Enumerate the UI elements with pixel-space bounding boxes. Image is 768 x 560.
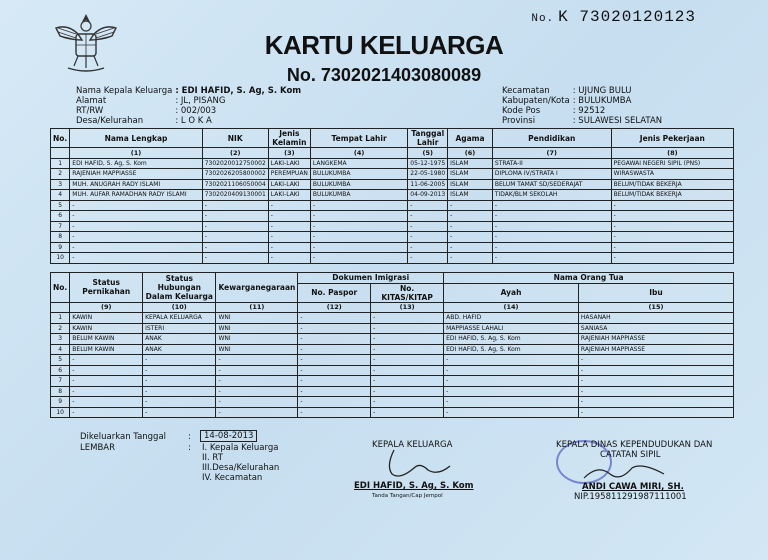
dinas-official-name: ANDI CAWA MIRI, SH. xyxy=(582,482,684,492)
left_info-label: Desa/Kelurahan xyxy=(76,116,144,126)
table-cell: - xyxy=(298,334,371,345)
column-number: (9) xyxy=(70,302,143,313)
lembar-colon: : xyxy=(188,443,191,453)
table-cell: - xyxy=(578,365,733,376)
table-cell: LANGKEMA xyxy=(310,158,407,169)
table-cell: - xyxy=(310,200,407,211)
table-cell: BULUKUMBA xyxy=(310,169,407,180)
household-info-right xyxy=(502,86,665,126)
table-cell: 3 xyxy=(51,179,70,190)
table-cell: - xyxy=(216,355,298,366)
left_info-value: : JL, PISANG xyxy=(175,96,226,106)
table-cell: BELUM KAWIN xyxy=(70,334,143,345)
table-cell: - xyxy=(492,253,611,264)
table-cell: - xyxy=(202,200,268,211)
table-cell: LAKI-LAKI xyxy=(268,158,310,169)
table-cell: - xyxy=(578,386,733,397)
table-cell: - xyxy=(492,221,611,232)
table-cell: 10 xyxy=(51,253,70,264)
table-cell: - xyxy=(371,407,444,418)
table-cell: RAJENIAH MAPPIASSE xyxy=(70,169,202,180)
table-row xyxy=(51,376,734,387)
lembar-list xyxy=(202,443,279,483)
table-cell: LAKI-LAKI xyxy=(268,190,310,201)
table-cell: - xyxy=(371,323,444,334)
lembar-item: III.Desa/Kelurahan xyxy=(202,463,280,473)
lembar-item: I. Kepala Keluarga xyxy=(202,443,279,453)
left_info-row xyxy=(76,86,304,96)
table-cell: WNI xyxy=(216,344,298,355)
header-status-hubungan: Status Hubungan Dalam Keluarga xyxy=(143,273,216,303)
header-status-perkawinan: Status Pernikahan xyxy=(70,273,143,303)
header-no-kitas: No. KITAS/KITAP xyxy=(371,283,444,302)
table-cell: - xyxy=(611,242,733,253)
table-cell: 1 xyxy=(51,158,70,169)
table-row xyxy=(51,158,734,169)
table-row xyxy=(51,344,734,355)
table-cell: LAKI-LAKI xyxy=(268,179,310,190)
column-number: (7) xyxy=(492,148,611,159)
family-members-table xyxy=(50,128,734,264)
table-cell: - xyxy=(448,232,493,243)
column-number: (6) xyxy=(448,148,493,159)
header-ayah: Ayah xyxy=(444,283,579,302)
serial-number: No. K 73020120123 xyxy=(531,8,696,26)
table-row xyxy=(51,323,734,334)
table-cell: BULUKUMBA xyxy=(310,190,407,201)
table-cell: - xyxy=(310,211,407,222)
table-row xyxy=(51,221,734,232)
header-nik: NIK xyxy=(202,129,268,148)
table-cell: TIDAK/BLM SEKOLAH xyxy=(492,190,611,201)
table-row xyxy=(51,253,734,264)
header-jenis-pekerjaan: Jenis Pekerjaan xyxy=(611,129,733,148)
table-cell: - xyxy=(492,211,611,222)
table-cell: - xyxy=(448,200,493,211)
table-cell: - xyxy=(216,386,298,397)
table-cell: - xyxy=(70,407,143,418)
header-kewarganegaraan: Kewarganegaraan xyxy=(216,273,298,303)
table-cell: - xyxy=(70,253,202,264)
right_info-label: Kode Pos xyxy=(502,106,541,116)
header-no: No. xyxy=(51,273,70,303)
table-row xyxy=(51,211,734,222)
table-cell: - xyxy=(268,221,310,232)
column-number: (15) xyxy=(578,302,733,313)
table-cell: ISLAM xyxy=(448,190,493,201)
table-cell: BELUM KAWIN xyxy=(70,344,143,355)
table-cell: - xyxy=(611,211,733,222)
left_info-row xyxy=(76,106,304,116)
table-cell: ISLAM xyxy=(448,169,493,180)
table-cell: - xyxy=(298,376,371,387)
table-cell: - xyxy=(310,253,407,264)
table-cell: - xyxy=(216,397,298,408)
right_info-row xyxy=(502,106,665,116)
table-cell: 10 xyxy=(51,407,70,418)
header-nama-lengkap: Nama Lengkap xyxy=(70,129,202,148)
signature-kepala xyxy=(380,448,460,482)
column-number: (5) xyxy=(408,148,448,159)
table-cell: BELUM/TIDAK BEKERJA xyxy=(611,190,733,201)
issued-date-label: Dikeluarkan Tanggal xyxy=(80,432,167,442)
table-cell: - xyxy=(70,211,202,222)
table-cell: MAPPIASSE LAHALI xyxy=(444,323,579,334)
table-cell: - xyxy=(298,313,371,324)
table-cell: - xyxy=(268,253,310,264)
table-cell: ABD. HAFID xyxy=(444,313,579,324)
header-tempat-lahir: Tempat Lahir xyxy=(310,129,407,148)
table-row xyxy=(51,169,734,180)
table-cell: WNI xyxy=(216,334,298,345)
table-cell: - xyxy=(70,232,202,243)
table-row xyxy=(51,242,734,253)
table-cell: 4 xyxy=(51,344,70,355)
right_info-row xyxy=(502,96,665,106)
table-cell: - xyxy=(448,211,493,222)
table-cell: - xyxy=(371,376,444,387)
document-title: KARTU KELUARGA xyxy=(264,30,504,60)
household-info-left xyxy=(76,86,304,126)
table-cell: DIPLOMA IV/STRATA I xyxy=(492,169,611,180)
table-cell: - xyxy=(70,365,143,376)
left_info-value: : L O K A xyxy=(175,116,212,126)
kepala-keluarga-name: EDI HAFID, S. Ag, S. Kom xyxy=(354,481,474,491)
table-cell: ISTERI xyxy=(143,323,216,334)
left_info-row xyxy=(76,96,304,106)
table-cell: - xyxy=(298,344,371,355)
table-cell: - xyxy=(298,407,371,418)
table-cell: - xyxy=(202,232,268,243)
table-cell: - xyxy=(371,344,444,355)
table-cell: - xyxy=(611,221,733,232)
table-cell: BELUM TAMAT SD/SEDERAJAT xyxy=(492,179,611,190)
column-number: (3) xyxy=(268,148,310,159)
table-cell: - xyxy=(202,253,268,264)
table-cell: 04-09-2013 xyxy=(408,190,448,201)
table-cell: 2 xyxy=(51,323,70,334)
table-cell: - xyxy=(202,211,268,222)
table-row xyxy=(51,334,734,345)
right_info-label: Provinsi xyxy=(502,116,536,126)
table-cell: ISLAM xyxy=(448,179,493,190)
table-cell: - xyxy=(408,253,448,264)
table-row xyxy=(51,190,734,201)
table-cell: - xyxy=(492,200,611,211)
table-cell: - xyxy=(70,242,202,253)
issued-date: 14-08-2013 xyxy=(200,431,257,441)
table-cell: 2 xyxy=(51,169,70,180)
table-cell: WIRASWASTA xyxy=(611,169,733,180)
table-cell: MUH. AUFAR RAMADHAN RADY ISLAMI xyxy=(70,190,202,201)
table-cell: - xyxy=(371,355,444,366)
table-cell: - xyxy=(611,200,733,211)
column-number xyxy=(51,148,70,159)
table-cell: SANIASA xyxy=(578,323,733,334)
left_info-label: Alamat xyxy=(76,96,107,106)
header-no-paspor: No. Paspor xyxy=(298,283,371,302)
table-cell: KEPALA KELUARGA xyxy=(143,313,216,324)
table-cell: - xyxy=(143,355,216,366)
table-cell: 5 xyxy=(51,355,70,366)
table-cell: 7 xyxy=(51,221,70,232)
right_info-value: : UJUNG BULU xyxy=(572,86,632,96)
table-cell: - xyxy=(70,386,143,397)
dinas-title-line2: CATATAN SIPIL xyxy=(600,450,661,460)
table-cell: 11-06-2005 xyxy=(408,179,448,190)
table-cell: - xyxy=(310,232,407,243)
table-cell: - xyxy=(70,397,143,408)
table-row xyxy=(51,365,734,376)
table-row xyxy=(51,200,734,211)
left_info-label: Nama Kepala Keluarga xyxy=(76,86,173,96)
table-cell: - xyxy=(143,365,216,376)
right_info-label: Kecamatan xyxy=(502,86,550,96)
right_info-row xyxy=(502,116,665,126)
right_info-value: : BULUKUMBA xyxy=(572,96,632,106)
table-cell: - xyxy=(408,242,448,253)
table-cell: - xyxy=(444,355,579,366)
table-cell: - xyxy=(492,242,611,253)
table-cell: - xyxy=(143,397,216,408)
table-cell: - xyxy=(444,397,579,408)
column-number: (13) xyxy=(371,302,444,313)
right_info-value: : SULAWESI SELATAN xyxy=(572,116,663,126)
table-cell: 4 xyxy=(51,190,70,201)
table-cell: ISLAM xyxy=(448,158,493,169)
table-cell: HASANAH xyxy=(578,313,733,324)
table-cell: - xyxy=(298,365,371,376)
table-cell: - xyxy=(444,376,579,387)
table-row xyxy=(51,386,734,397)
table-cell: - xyxy=(298,386,371,397)
dinas-nip: NIP.195811291987111001 xyxy=(574,492,687,502)
table-cell: - xyxy=(143,376,216,387)
table-cell: 7302026205800002 xyxy=(202,169,268,180)
table-cell: - xyxy=(444,365,579,376)
table-cell: - xyxy=(578,355,733,366)
table-cell: 7 xyxy=(51,376,70,387)
right_info-label: Kabupaten/Kota xyxy=(502,96,570,106)
table-cell: ANAK xyxy=(143,334,216,345)
table-cell: - xyxy=(611,253,733,264)
table-row xyxy=(51,397,734,408)
table-cell: - xyxy=(371,365,444,376)
dinas-title-line1: KEPALA DINAS KEPENDUDUKAN DAN xyxy=(556,440,713,450)
table-cell: PEGAWAI NEGERI SIPIL (PNS) xyxy=(611,158,733,169)
table-cell: 1 xyxy=(51,313,70,324)
family-card-number: No. 7302021403080089 xyxy=(286,65,482,85)
signature-dinas xyxy=(580,460,670,484)
table-cell: - xyxy=(444,386,579,397)
table-cell: WNI xyxy=(216,313,298,324)
table-cell: - xyxy=(298,323,371,334)
table-cell: BULUKUMBA xyxy=(310,179,407,190)
left_info-value: : 002/003 xyxy=(175,106,217,116)
table-cell: WNI xyxy=(216,323,298,334)
table-cell: - xyxy=(268,211,310,222)
column-number: (8) xyxy=(611,148,733,159)
table-cell: - xyxy=(408,221,448,232)
table-cell: MUH. ANUGRAH RADY ISLAMI xyxy=(70,179,202,190)
table-cell: 8 xyxy=(51,232,70,243)
table-cell: - xyxy=(578,397,733,408)
table-cell: - xyxy=(268,232,310,243)
table-row xyxy=(51,355,734,366)
table-cell: EDI HAFID, S. Ag, S. Kom xyxy=(70,158,202,169)
table-cell: - xyxy=(70,200,202,211)
table-cell: - xyxy=(268,200,310,211)
table-cell: - xyxy=(408,211,448,222)
left_info-row xyxy=(76,116,304,126)
issued-date-colon: : xyxy=(188,432,191,442)
lembar-label: LEMBAR xyxy=(80,443,115,453)
table-cell: - xyxy=(216,376,298,387)
table-cell: - xyxy=(143,386,216,397)
column-number: (10) xyxy=(143,302,216,313)
header-nama-orang-tua: Nama Orang Tua xyxy=(444,273,734,284)
table-cell: - xyxy=(202,221,268,232)
column-number: (1) xyxy=(70,148,202,159)
table-cell: - xyxy=(371,313,444,324)
table-cell: KAWIN xyxy=(70,313,143,324)
table-cell: 7302020012750002 xyxy=(202,158,268,169)
table-cell: - xyxy=(611,232,733,243)
table-cell: 5 xyxy=(51,200,70,211)
table-cell: PEREMPUAN xyxy=(268,169,310,180)
table-cell: - xyxy=(492,232,611,243)
kepala-keluarga-title: KEPALA KELUARGA xyxy=(372,440,453,450)
table-cell: EDI HAFID, S. Ag, S. Kom xyxy=(444,344,579,355)
table-row xyxy=(51,232,734,243)
table-cell: - xyxy=(448,253,493,264)
table-cell: - xyxy=(371,397,444,408)
lembar-item: II. RT xyxy=(202,453,223,463)
table-cell: 3 xyxy=(51,334,70,345)
table-cell: RAJENIAH MAPPIASSE xyxy=(578,344,733,355)
table-cell: - xyxy=(70,355,143,366)
table-cell: - xyxy=(408,200,448,211)
table-cell: EDI HAFID, S. Ag, S. Kom xyxy=(444,334,579,345)
table-cell: - xyxy=(371,334,444,345)
column-number: (2) xyxy=(202,148,268,159)
column-number: (11) xyxy=(216,302,298,313)
table-cell: 9 xyxy=(51,242,70,253)
table-cell: 6 xyxy=(51,365,70,376)
header-ibu: Ibu xyxy=(578,283,733,302)
left_info-value: : EDI HAFID, S. Ag, S. Kom xyxy=(175,86,302,96)
header-pendidikan: Pendidikan xyxy=(492,129,611,148)
column-number: (12) xyxy=(298,302,371,313)
header-dokumen-imigrasi: Dokumen Imigrasi xyxy=(298,273,444,284)
table-cell: RAJENIAH MAPPIASSE xyxy=(578,334,733,345)
table-cell: - xyxy=(310,221,407,232)
table-cell: 05-12-1975 xyxy=(408,158,448,169)
header-no: No. xyxy=(51,129,70,148)
table-cell: - xyxy=(298,397,371,408)
lembar-item: IV. Kecamatan xyxy=(202,473,263,483)
table-row xyxy=(51,313,734,324)
table-cell: - xyxy=(578,407,733,418)
table-cell: - xyxy=(298,355,371,366)
table-cell: 8 xyxy=(51,386,70,397)
header-jenis-kelamin: Jenis Kelamin xyxy=(268,129,310,148)
table-cell: - xyxy=(444,407,579,418)
table-cell: - xyxy=(371,386,444,397)
table-row xyxy=(51,179,734,190)
table-cell: KAWIN xyxy=(70,323,143,334)
table-cell: ANAK xyxy=(143,344,216,355)
table-cell: - xyxy=(310,242,407,253)
table-cell: - xyxy=(70,221,202,232)
left_info-label: RT/RW xyxy=(76,106,104,116)
table-cell: STRATA-II xyxy=(492,158,611,169)
table-cell: - xyxy=(448,221,493,232)
table-cell: - xyxy=(202,242,268,253)
table-cell: - xyxy=(216,407,298,418)
table-cell: - xyxy=(448,242,493,253)
column-number xyxy=(51,302,70,313)
table-cell: BELUM/TIDAK BEKERJA xyxy=(611,179,733,190)
table-cell: 22-05-1980 xyxy=(408,169,448,180)
table-row xyxy=(51,407,734,418)
column-number: (4) xyxy=(310,148,407,159)
table-cell: - xyxy=(408,232,448,243)
column-number: (14) xyxy=(444,302,579,313)
table-cell: - xyxy=(70,376,143,387)
table-cell: 7302020409130001 xyxy=(202,190,268,201)
table-cell: - xyxy=(143,407,216,418)
table-cell: - xyxy=(216,365,298,376)
family-status-table xyxy=(50,272,734,418)
table-cell: 9 xyxy=(51,397,70,408)
right_info-value: : 92512 xyxy=(572,106,606,116)
table-cell: 7302021106050004 xyxy=(202,179,268,190)
table-cell: - xyxy=(578,376,733,387)
signature-caption: Tanda Tangan/Cap Jempol xyxy=(372,493,443,499)
table-cell: - xyxy=(268,242,310,253)
header-tanggal-lahir: Tanggal Lahir xyxy=(408,129,448,148)
table-cell: 6 xyxy=(51,211,70,222)
right_info-row xyxy=(502,86,665,96)
header-agama: Agama xyxy=(448,129,493,148)
